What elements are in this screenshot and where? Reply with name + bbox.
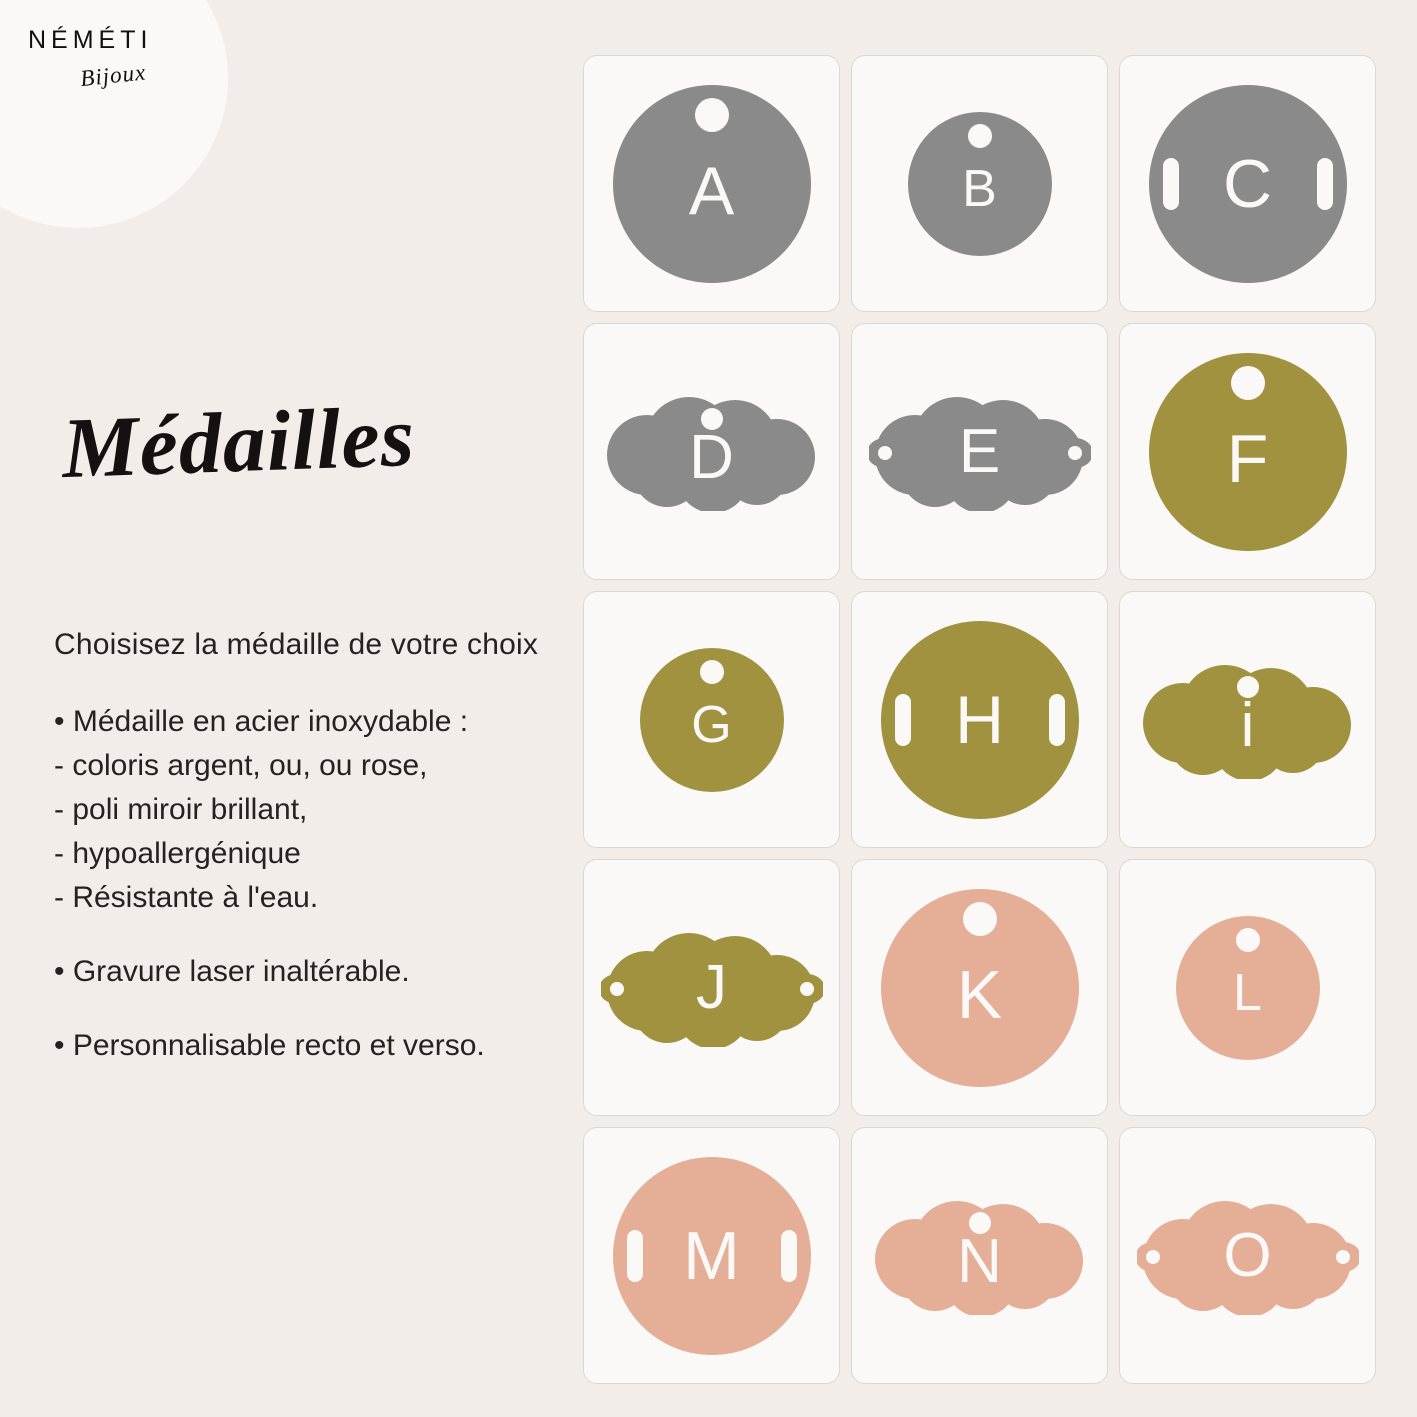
medal-shape [881, 889, 1079, 1087]
medal-letter: C [1222, 145, 1273, 222]
brand-name: NÉMÉTI [28, 26, 153, 54]
medal-shape [1137, 661, 1359, 779]
medal-shape [869, 1197, 1091, 1315]
page-title: Médailles [60, 387, 417, 497]
medal-shape [1137, 1197, 1359, 1315]
medal-letter: F [1226, 420, 1269, 497]
medal-shape [1149, 85, 1347, 283]
medal-option-b[interactable] [851, 55, 1108, 312]
feature-line: • Gravure laser inaltérable. [54, 955, 410, 988]
medal-shape [613, 85, 811, 283]
medal-option-h[interactable] [851, 591, 1108, 848]
medal-shape [881, 621, 1079, 819]
medal-option-c[interactable] [1119, 55, 1376, 312]
medal-letter: D [689, 422, 734, 492]
feature-line: • Médaille en acier inoxydable : [54, 705, 469, 738]
feature-block [54, 950, 554, 994]
medal-letter: M [683, 1217, 740, 1294]
brand-logo-text [28, 26, 218, 92]
feature-line: - poli miroir brillant, [54, 793, 308, 826]
feature-line: - coloris argent, ou, ou rose, [54, 749, 428, 782]
medal-shape [601, 929, 823, 1047]
medal-option-g[interactable] [583, 591, 840, 848]
feature-block [54, 1024, 554, 1068]
medal-option-j[interactable] [583, 859, 840, 1116]
medal-shape [1176, 916, 1320, 1060]
medal-shape [640, 648, 784, 792]
medal-letter: H [954, 681, 1005, 758]
medal-option-o[interactable] [1119, 1127, 1376, 1384]
medal-letter: L [1233, 963, 1262, 1022]
medal-letter: B [962, 159, 997, 218]
medal-letter: N [957, 1226, 1002, 1296]
medal-option-m[interactable] [583, 1127, 840, 1384]
feature-line: • Personnalisable recto et verso. [54, 1029, 485, 1062]
medal-shape [908, 112, 1052, 256]
medal-letter: E [958, 416, 1001, 486]
medal-letter: G [691, 695, 732, 754]
medal-letter: J [696, 952, 727, 1022]
brand-tagline: Bijoux [79, 59, 148, 92]
feature-list [54, 700, 554, 1098]
medal-option-e[interactable] [851, 323, 1108, 580]
medal-option-l[interactable] [1119, 859, 1376, 1116]
medal-shape [1149, 353, 1347, 551]
medal-option-f[interactable] [1119, 323, 1376, 580]
medal-letter: i [1240, 690, 1255, 760]
medal-option-k[interactable] [851, 859, 1108, 1116]
medal-option-i[interactable] [1119, 591, 1376, 848]
medal-option-n[interactable] [851, 1127, 1108, 1384]
medal-grid [583, 55, 1373, 1382]
medal-shape [613, 1157, 811, 1355]
medal-option-a[interactable] [583, 55, 840, 312]
medal-shape [869, 393, 1091, 511]
intro-text: Choisisez la médaille de votre choix [54, 628, 539, 661]
medal-letter: O [1223, 1220, 1272, 1290]
medal-option-d[interactable] [583, 323, 840, 580]
feature-line: - Résistante à l'eau. [54, 881, 319, 914]
medal-letter: K [956, 956, 1003, 1033]
medal-letter: A [688, 152, 735, 229]
feature-block [54, 700, 554, 920]
medal-shape [601, 393, 823, 511]
feature-line: - hypoallergénique [54, 837, 301, 870]
